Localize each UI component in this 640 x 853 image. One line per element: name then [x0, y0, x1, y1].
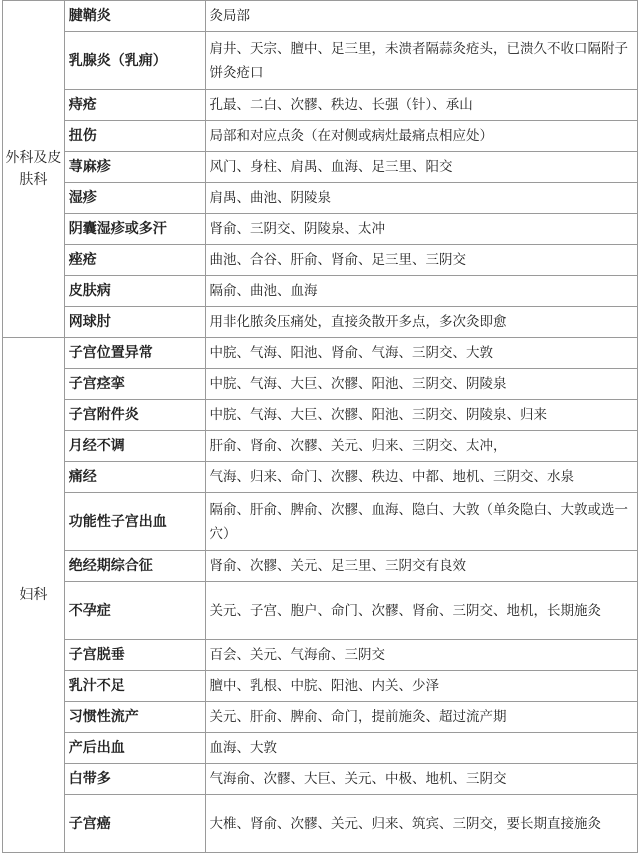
- table-row: [3, 671, 638, 702]
- condition-name: 荨麻疹: [64, 152, 205, 183]
- table-row: [3, 276, 638, 307]
- table-row: [3, 764, 638, 795]
- acupoints: 气海、归来、命门、次髎、秩边、中都、地机、三阴交、水泉: [205, 462, 637, 493]
- condition-name: 扭伤: [64, 121, 205, 152]
- condition-name: 功能性子宫出血: [64, 493, 205, 551]
- acupoint-table: [2, 0, 638, 853]
- condition-name: 产后出血: [64, 733, 205, 764]
- table-row: [3, 702, 638, 733]
- table-row: [3, 183, 638, 214]
- category-cell: 外科及皮肤科: [3, 1, 65, 338]
- acupoints: 中脘、气海、阳池、肾俞、气海、三阴交、大敦: [205, 338, 637, 369]
- condition-name: 阴囊湿疹或多汗: [64, 214, 205, 245]
- acupoints: 用非化脓灸压痛处，直接灸散开多点，多次灸即愈: [205, 307, 637, 338]
- condition-name: 绝经期综合征: [64, 551, 205, 582]
- table-row: [3, 400, 638, 431]
- table-row: [3, 90, 638, 121]
- table-row: [3, 32, 638, 90]
- acupoints: 肩禺、曲池、阴陵泉: [205, 183, 637, 214]
- table-row: [3, 733, 638, 764]
- condition-name: 皮肤病: [64, 276, 205, 307]
- condition-name: 乳汁不足: [64, 671, 205, 702]
- acupoints: 大椎、肾俞、次髎、关元、归来、筑宾、三阴交，要长期直接施灸: [205, 795, 637, 853]
- condition-name: 子宫脱垂: [64, 640, 205, 671]
- table-row: [3, 462, 638, 493]
- condition-name: 痛经: [64, 462, 205, 493]
- condition-name: 痔疮: [64, 90, 205, 121]
- table-row: [3, 338, 638, 369]
- condition-name: 月经不调: [64, 431, 205, 462]
- acupoints: 局部和对应点灸（在对侧或病灶最痛点相应处）: [205, 121, 637, 152]
- table-row: [3, 582, 638, 640]
- condition-name: 乳腺炎（乳痈）: [64, 32, 205, 90]
- acupoints: 隔俞、曲池、血海: [205, 276, 637, 307]
- acupoints: 膻中、乳根、中脘、阳池、内关、少泽: [205, 671, 637, 702]
- acupoints: 百会、关元、气海俞、三阴交: [205, 640, 637, 671]
- category-cell: 妇科: [3, 338, 65, 853]
- table-row: [3, 214, 638, 245]
- table-row: [3, 152, 638, 183]
- condition-name: 习惯性流产: [64, 702, 205, 733]
- table-row: [3, 493, 638, 551]
- acupoints: 中脘、气海、大巨、次髎、阳池、三阴交、阴陵泉: [205, 369, 637, 400]
- table-row: [3, 795, 638, 853]
- table-row: [3, 245, 638, 276]
- acupoints: 关元、肝俞、脾俞、命门，提前施灸、超过流产期: [205, 702, 637, 733]
- acupoints: 肝俞、肾俞、次髎、关元、归来、三阴交、太冲，: [205, 431, 637, 462]
- acupoints: 关元、子宫、胞户、命门、次髎、肾俞、三阴交、地机，长期施灸: [205, 582, 637, 640]
- acupoints: 灸局部: [205, 1, 637, 32]
- table-row: [3, 121, 638, 152]
- acupoints: 肩井、天宗、膻中、足三里，未溃者隔蒜灸疮头，已溃久不收口隔附子饼灸疮口: [205, 32, 637, 90]
- condition-name: 网球肘: [64, 307, 205, 338]
- acupoints: 肾俞、三阴交、阴陵泉、太冲: [205, 214, 637, 245]
- condition-name: 不孕症: [64, 582, 205, 640]
- table-row: [3, 369, 638, 400]
- table-row: [3, 640, 638, 671]
- condition-name: 子宫癌: [64, 795, 205, 853]
- condition-name: 子宫位置异常: [64, 338, 205, 369]
- condition-name: 子宫附件炎: [64, 400, 205, 431]
- table-row: [3, 307, 638, 338]
- acupoints: 隔俞、肝俞、脾俞、次髎、血海、隐白、大敦（单灸隐白、大敦或选一穴）: [205, 493, 637, 551]
- table-row: [3, 551, 638, 582]
- table-row: [3, 431, 638, 462]
- condition-name: 腱鞘炎: [64, 1, 205, 32]
- acupoints: 血海、大敦: [205, 733, 637, 764]
- acupoints: 风门、身柱、肩禺、血海、足三里、阳交: [205, 152, 637, 183]
- acupoints: 曲池、合谷、肝俞、肾俞、足三里、三阴交: [205, 245, 637, 276]
- condition-name: 子宫痉挛: [64, 369, 205, 400]
- acupoint-table-container: [2, 0, 638, 853]
- acupoints: 中脘、气海、大巨、次髎、阳池、三阴交、阴陵泉、归来: [205, 400, 637, 431]
- condition-name: 痤疮: [64, 245, 205, 276]
- acupoints: 肾俞、次髎、关元、足三里、三阴交有良效: [205, 551, 637, 582]
- acupoints: 孔最、二白、次髎、秩边、长强（针）、承山: [205, 90, 637, 121]
- acupoints: 气海俞、次髎、大巨、关元、中极、地机、三阴交: [205, 764, 637, 795]
- condition-name: 湿疹: [64, 183, 205, 214]
- table-row: [3, 1, 638, 32]
- condition-name: 白带多: [64, 764, 205, 795]
